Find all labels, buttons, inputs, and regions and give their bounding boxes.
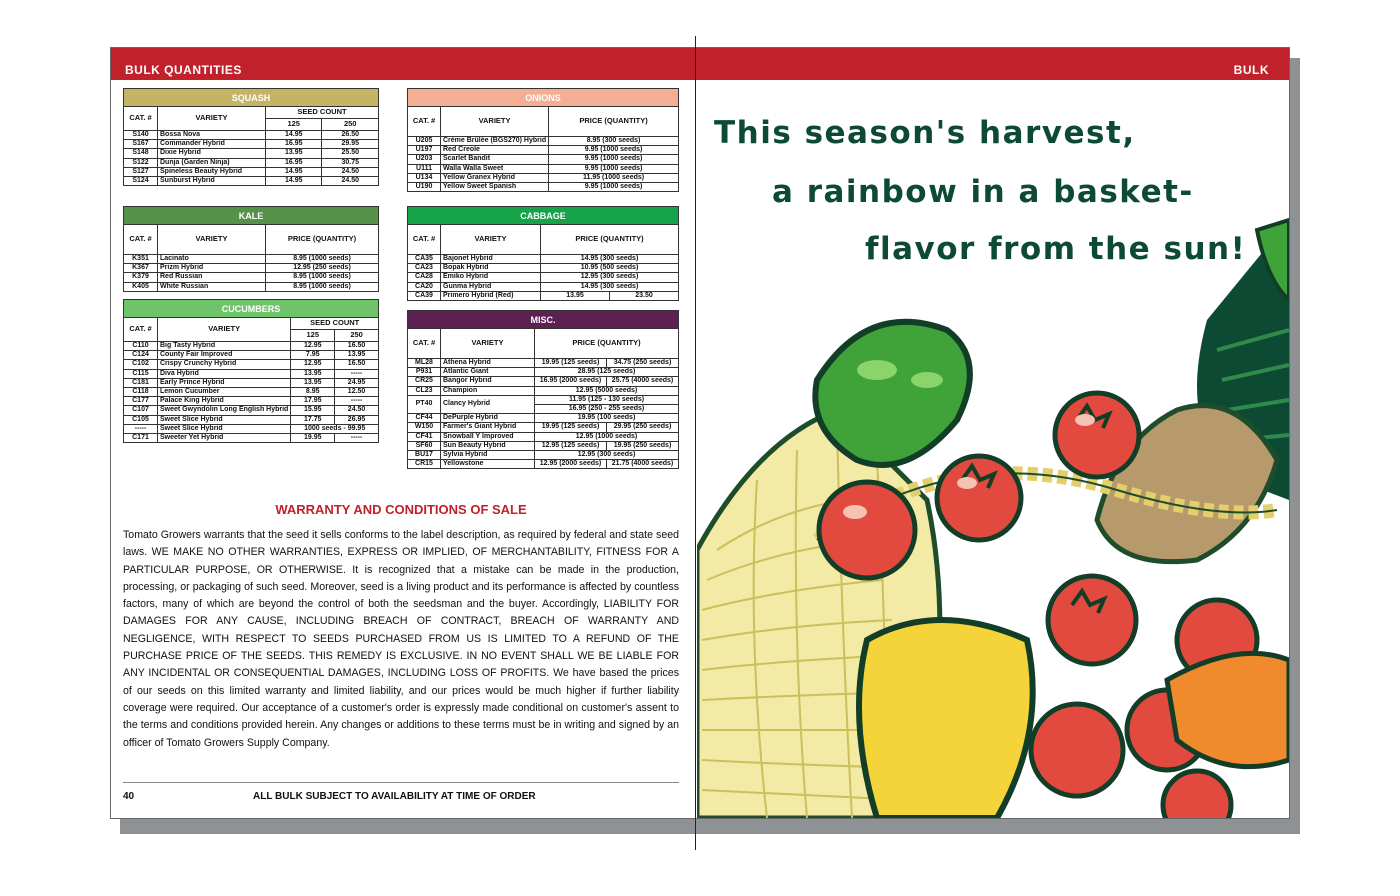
table-row xyxy=(124,149,379,158)
table-cell: K379 xyxy=(124,273,158,282)
footer-note: ALL BULK SUBJECT TO AVAILABILITY AT TIME OF ORDER xyxy=(253,791,536,802)
table-cell: U134 xyxy=(408,173,441,182)
table-cell: 17.75 xyxy=(291,415,335,424)
table-row xyxy=(408,432,679,441)
table-cell: White Russian xyxy=(158,282,266,291)
table-cell: 9.95 (1000 seeds) xyxy=(549,155,679,164)
table-cell: Scarlet Bandit xyxy=(441,155,549,164)
col-price: PRICE (QUANTITY) xyxy=(266,225,379,255)
table-cell: W150 xyxy=(408,423,441,432)
table-row xyxy=(124,369,379,378)
table-row xyxy=(408,359,679,368)
table-cell: 19.95 (100 seeds) xyxy=(535,414,679,423)
table-cell: 26.95 xyxy=(335,415,379,424)
table-cell: ----- xyxy=(124,424,158,433)
table-row xyxy=(408,264,679,273)
table-cell: Atlantic Giant xyxy=(441,368,535,377)
table-cell: C118 xyxy=(124,388,158,397)
table-cell: Walla Walla Sweet xyxy=(441,164,549,173)
table-cell: Red Creole xyxy=(441,146,549,155)
table-cell: 12.95 (2000 seeds) xyxy=(535,460,607,469)
table-row xyxy=(124,424,379,433)
table-row xyxy=(124,434,379,443)
table-row xyxy=(124,264,379,273)
table-cell: 25.75 (4000 seeds) xyxy=(607,377,679,386)
col-cat: CAT. # xyxy=(408,329,441,359)
table-cell: Sunburst Hybrid xyxy=(158,177,266,186)
table-cell: CA35 xyxy=(408,255,441,264)
table-cell: 8.95 (300 seeds) xyxy=(549,137,679,146)
table-cell: Bangor Hybrid xyxy=(441,377,535,386)
table-row xyxy=(408,164,679,173)
table-row xyxy=(124,167,379,176)
table-cell: 14.95 xyxy=(266,177,322,186)
table-cell: SF60 xyxy=(408,441,441,450)
table-row xyxy=(408,273,679,282)
table-cell: 24.50 xyxy=(335,406,379,415)
table-cell: 24.50 xyxy=(322,177,379,186)
table-cell: Athena Hybrid xyxy=(441,359,535,368)
table-cell: Bopak Hybrid xyxy=(441,264,541,273)
table-cell: U190 xyxy=(408,183,441,192)
table-cell: Sun Beauty Hybrid xyxy=(441,441,535,450)
table-cell: PT40 xyxy=(408,395,441,413)
table-cell: Clancy Hybrid xyxy=(441,395,535,413)
table-cell: 11.95 (1000 seeds) xyxy=(549,173,679,182)
table-cell: Dixie Hybrid xyxy=(158,149,266,158)
table-cell: 12.95 (300 seeds) xyxy=(541,273,679,282)
misc-title: MISC. xyxy=(407,310,679,328)
table-cell: 8.95 (1000 seeds) xyxy=(266,282,379,291)
table-cell: S167 xyxy=(124,140,158,149)
table-cell: C105 xyxy=(124,415,158,424)
table-row xyxy=(124,360,379,369)
warranty-text: Tomato Growers warrants that the seed it sells conforms to the label description, as required by federal and state seed laws. WE MAKE NO OTHER WARRANTIES, EXPRESS OR IMPLIED, OF MERCHANTABILITY, FITNESS FOR A PARTICULAR PURPOSE, OR OTHERWISE. It is recognized that a mistake can be made in the production, processing, or packaging of such seed. Moreover, seed is a living product and its performance is affected by countless factors, many of which are beyond the control of both the seedsman and the buyer. Accordingly, LIABILITY FOR DAMAGES FOR ANY CAUSE, INCLUDING BREACH OF CONTRACT, BREACH OF WARRANTY AND NEGLIGENCE, WITH RESPECT TO SEEDS PURCHASED FROM US IS LIMITED TO A REFUND OF THE PURCHASE PRICE OF THE SEEDS. THIS REMEDY IS EXCLUSIVE. IN NO EVENT SHALL WE BE LIABLE FOR ANY INCIDENTAL OR CONSEQUENTIAL DAMAGES, INCLUDING LOSS OF PROFITS. We have based the prices of our seeds on this limited warranty and limited liability, and our prices would be much higher if further liability coverage were required. Our acceptance of a customer's order is expressly made conditional on customer's assent to the terms and conditions provided herein. Any changes or additions to these terms must be in writing and signed by an officer of Tomato Growers Supply Company. xyxy=(123,529,679,749)
table-cell: ----- xyxy=(335,397,379,406)
col-price: PRICE (QUANTITY) xyxy=(549,107,679,137)
col-125: 125 xyxy=(291,330,335,342)
table-row xyxy=(408,183,679,192)
table-row xyxy=(124,351,379,360)
table-row xyxy=(124,131,379,140)
table-cell: DePurple Hybrid xyxy=(441,414,535,423)
table-cell: S124 xyxy=(124,177,158,186)
col-seed-count: SEED COUNT xyxy=(266,107,379,119)
table-cell: 16.95 xyxy=(266,158,322,167)
table-cell: C107 xyxy=(124,406,158,415)
col-cat: CAT. # xyxy=(408,107,441,137)
table-row xyxy=(124,273,379,282)
table-cell: 12.95 xyxy=(291,342,335,351)
table-cell: CA23 xyxy=(408,264,441,273)
col-price: PRICE (QUANTITY) xyxy=(535,329,679,359)
misc-table xyxy=(407,310,679,469)
table-row xyxy=(124,255,379,264)
table-cell: CA39 xyxy=(408,291,441,300)
cabbage-title: CABBAGE xyxy=(407,206,679,224)
table-row xyxy=(124,378,379,387)
table-cell: BU17 xyxy=(408,451,441,460)
table-row xyxy=(124,406,379,415)
table-row xyxy=(124,282,379,291)
table-cell: Yellow Granex Hybrid xyxy=(441,173,549,182)
table-cell: 19.95 (250 seeds) xyxy=(607,441,679,450)
header-left-title: BULK QUANTITIES xyxy=(125,63,242,77)
table-cell: County Fair Improved xyxy=(158,351,291,360)
table-cell: Yellow Sweet Spanish xyxy=(441,183,549,192)
table-row xyxy=(124,158,379,167)
table-cell: U203 xyxy=(408,155,441,164)
col-variety: VARIETY xyxy=(158,225,266,255)
table-cell: 9.95 (1000 seeds) xyxy=(549,183,679,192)
table-cell: 12.50 xyxy=(335,388,379,397)
table-cell: ML28 xyxy=(408,359,441,368)
kale-title: KALE xyxy=(123,206,379,224)
table-cell: Champion xyxy=(441,386,535,395)
table-cell: S122 xyxy=(124,158,158,167)
table-cell: 8.95 xyxy=(291,388,335,397)
table-cell: 13.95 xyxy=(266,149,322,158)
table-cell: 14.95 xyxy=(266,131,322,140)
table-cell: 14.95 (300 seeds) xyxy=(541,282,679,291)
table-cell: 13.95 xyxy=(291,378,335,387)
table-cell: 17.95 xyxy=(291,397,335,406)
table-row xyxy=(408,451,679,460)
col-125: 125 xyxy=(266,119,322,131)
headline-line-1: This season's harvest, xyxy=(714,115,1136,151)
table-cell: 9.95 (1000 seeds) xyxy=(549,164,679,173)
table-cell: C115 xyxy=(124,369,158,378)
table-row xyxy=(408,173,679,182)
table-cell: CR25 xyxy=(408,377,441,386)
col-price: PRICE (QUANTITY) xyxy=(541,225,679,255)
kale-table xyxy=(123,206,379,292)
table-cell: Sweet Gwyndolin Long English Hybrid xyxy=(158,406,291,415)
table-row xyxy=(408,386,679,395)
table-cell: 16.95 xyxy=(266,140,322,149)
table-cell: Sweeter Yet Hybrid xyxy=(158,434,291,443)
table-cell: Early Prince Hybrid xyxy=(158,378,291,387)
table-cell: C181 xyxy=(124,378,158,387)
table-cell: CR15 xyxy=(408,460,441,469)
table-cell: 19.95 xyxy=(291,434,335,443)
cucumber xyxy=(815,322,970,465)
squash-table xyxy=(123,88,379,186)
table-cell: 19.95 (125 seeds) xyxy=(535,359,607,368)
table-cell: CF41 xyxy=(408,432,441,441)
table-cell: Bossa Nova xyxy=(158,131,266,140)
table-row xyxy=(408,423,679,432)
table-cell: 14.95 (300 seeds) xyxy=(541,255,679,264)
table-cell: CL23 xyxy=(408,386,441,395)
col-cat: CAT. # xyxy=(408,225,441,255)
table-row xyxy=(408,414,679,423)
table-cell: 8.95 (1000 seeds) xyxy=(266,255,379,264)
table-row xyxy=(408,146,679,155)
table-row xyxy=(408,282,679,291)
table-cell: Diva Hybrid xyxy=(158,369,291,378)
page-spine xyxy=(695,36,696,850)
table-cell: P931 xyxy=(408,368,441,377)
table-row xyxy=(408,155,679,164)
col-cat: CAT. # xyxy=(124,318,158,342)
table-cell: 19.95 (125 seeds) xyxy=(535,423,607,432)
header-right-title: BULK xyxy=(1233,63,1269,77)
table-row xyxy=(124,415,379,424)
table-cell: CF44 xyxy=(408,414,441,423)
table-cell: 13.95 xyxy=(335,351,379,360)
table-cell: 21.75 (4000 seeds) xyxy=(607,460,679,469)
table-row xyxy=(124,177,379,186)
table-cell: CA28 xyxy=(408,273,441,282)
table-cell: 24.95 xyxy=(335,378,379,387)
table-cell: 9.95 (1000 seeds) xyxy=(549,146,679,155)
table-cell: Sylvia Hybrid xyxy=(441,451,535,460)
table-cell: C110 xyxy=(124,342,158,351)
table-cell: 29.95 (250 seeds) xyxy=(607,423,679,432)
table-cell: S148 xyxy=(124,149,158,158)
table-cell: ----- xyxy=(335,434,379,443)
table-cell: 1000 seeds - 99.95 xyxy=(291,424,379,433)
page-number: 40 xyxy=(123,791,135,802)
table-cell: 10.95 (500 seeds) xyxy=(541,264,679,273)
table-cell: 16.50 xyxy=(335,360,379,369)
header-bar xyxy=(111,48,1289,80)
cucumbers-title: CUCUMBERS xyxy=(123,299,379,317)
table-cell: 14.95 xyxy=(266,167,322,176)
table-cell: Primero Hybrid (Red) xyxy=(441,291,541,300)
table-cell: 8.95 (1000 seeds) xyxy=(266,273,379,282)
table-cell: 13.95 xyxy=(291,369,335,378)
table-cell: C171 xyxy=(124,434,158,443)
table-cell: Lacinato xyxy=(158,255,266,264)
headline-line-2: a rainbow in a basket- xyxy=(772,174,1194,210)
table-cell: 28.95 (125 seeds) xyxy=(535,368,679,377)
table-row xyxy=(408,377,679,386)
table-cell: 16.95 (250 - 255 seeds) xyxy=(535,405,679,414)
col-seed-count: SEED COUNT xyxy=(291,318,379,330)
table-cell: 12.95 xyxy=(291,360,335,369)
table-cell: S140 xyxy=(124,131,158,140)
table-cell: 13.95 xyxy=(541,291,610,300)
table-cell: 15.95 xyxy=(291,406,335,415)
table-cell: 26.50 xyxy=(322,131,379,140)
table-cell: 23.50 xyxy=(610,291,679,300)
table-cell: Red Russian xyxy=(158,273,266,282)
table-cell: 12.95 (250 seeds) xyxy=(266,264,379,273)
table-cell: 7.95 xyxy=(291,351,335,360)
table-cell: C102 xyxy=(124,360,158,369)
footer-rule xyxy=(123,782,679,783)
table-row xyxy=(408,137,679,146)
table-cell: K351 xyxy=(124,255,158,264)
table-cell: Yellowstone xyxy=(441,460,535,469)
col-variety: VARIETY xyxy=(441,225,541,255)
table-cell: Farmer's Giant Hybrid xyxy=(441,423,535,432)
col-cat: CAT. # xyxy=(124,107,158,131)
col-250: 250 xyxy=(322,119,379,131)
table-row xyxy=(124,140,379,149)
table-cell: Lemon Cucumber xyxy=(158,388,291,397)
table-cell: Crème Brûlée (BGS270) Hybrid xyxy=(441,137,549,146)
table-cell: 16.50 xyxy=(335,342,379,351)
warranty-title: WARRANTY AND CONDITIONS OF SALE xyxy=(275,502,527,517)
table-cell: 29.95 xyxy=(322,140,379,149)
onions-title: ONIONS xyxy=(407,88,679,106)
table-cell: Gunma Hybrid xyxy=(441,282,541,291)
table-cell: 12.95 (1000 seeds) xyxy=(535,432,679,441)
table-cell: U111 xyxy=(408,164,441,173)
table-row xyxy=(408,441,679,450)
table-cell: Sweet Slice Hybrid xyxy=(158,415,291,424)
col-variety: VARIETY xyxy=(441,329,535,359)
table-cell: Sweet Slice Hybrid xyxy=(158,424,291,433)
table-cell: 16.95 (2000 seeds) xyxy=(535,377,607,386)
table-cell: 24.50 xyxy=(322,167,379,176)
table-cell: Snowball Y Improved xyxy=(441,432,535,441)
table-cell: 25.50 xyxy=(322,149,379,158)
table-cell: U205 xyxy=(408,137,441,146)
table-cell: C124 xyxy=(124,351,158,360)
col-variety: VARIETY xyxy=(441,107,549,137)
table-cell: CA20 xyxy=(408,282,441,291)
table-cell: K405 xyxy=(124,282,158,291)
table-row xyxy=(408,460,679,469)
headline-line-3: flavor from the sun! xyxy=(865,231,1247,267)
yellow-pepper xyxy=(859,620,1033,818)
table-row xyxy=(124,397,379,406)
table-cell: Commander Hybrid xyxy=(158,140,266,149)
col-cat: CAT. # xyxy=(124,225,158,255)
col-variety: VARIETY xyxy=(158,107,266,131)
table-cell: Crispy Crunchy Hybrid xyxy=(158,360,291,369)
table-row xyxy=(408,395,679,404)
table-row xyxy=(124,342,379,351)
table-row xyxy=(408,291,679,300)
table-cell: Prizm Hybrid xyxy=(158,264,266,273)
table-cell: S127 xyxy=(124,167,158,176)
table-cell: Emiko Hybrid xyxy=(441,273,541,282)
cabbage-table xyxy=(407,206,679,301)
table-cell: Dunja (Garden Ninja) xyxy=(158,158,266,167)
table-row xyxy=(124,388,379,397)
table-row xyxy=(408,368,679,377)
table-cell: 12.95 (300 seeds) xyxy=(535,451,679,460)
table-cell: Bajonet Hybrid xyxy=(441,255,541,264)
col-250: 250 xyxy=(335,330,379,342)
table-cell: Palace King Hybrid xyxy=(158,397,291,406)
table-cell: U197 xyxy=(408,146,441,155)
squash-title: SQUASH xyxy=(123,88,379,106)
table-cell: ----- xyxy=(335,369,379,378)
table-cell: Spineless Beauty Hybrid xyxy=(158,167,266,176)
table-cell: 30.75 xyxy=(322,158,379,167)
onions-table xyxy=(407,88,679,192)
col-variety: VARIETY xyxy=(158,318,291,342)
table-cell: Big Tasty Hybrid xyxy=(158,342,291,351)
table-cell: 11.95 (125 - 130 seeds) xyxy=(535,395,679,404)
cucumbers-table xyxy=(123,299,379,443)
table-cell: 12.95 (5000 seeds) xyxy=(535,386,679,395)
table-cell: 12.95 (125 seeds) xyxy=(535,441,607,450)
table-cell: C177 xyxy=(124,397,158,406)
table-cell: 34.75 (250 seeds) xyxy=(607,359,679,368)
table-row xyxy=(408,255,679,264)
table-cell: K367 xyxy=(124,264,158,273)
